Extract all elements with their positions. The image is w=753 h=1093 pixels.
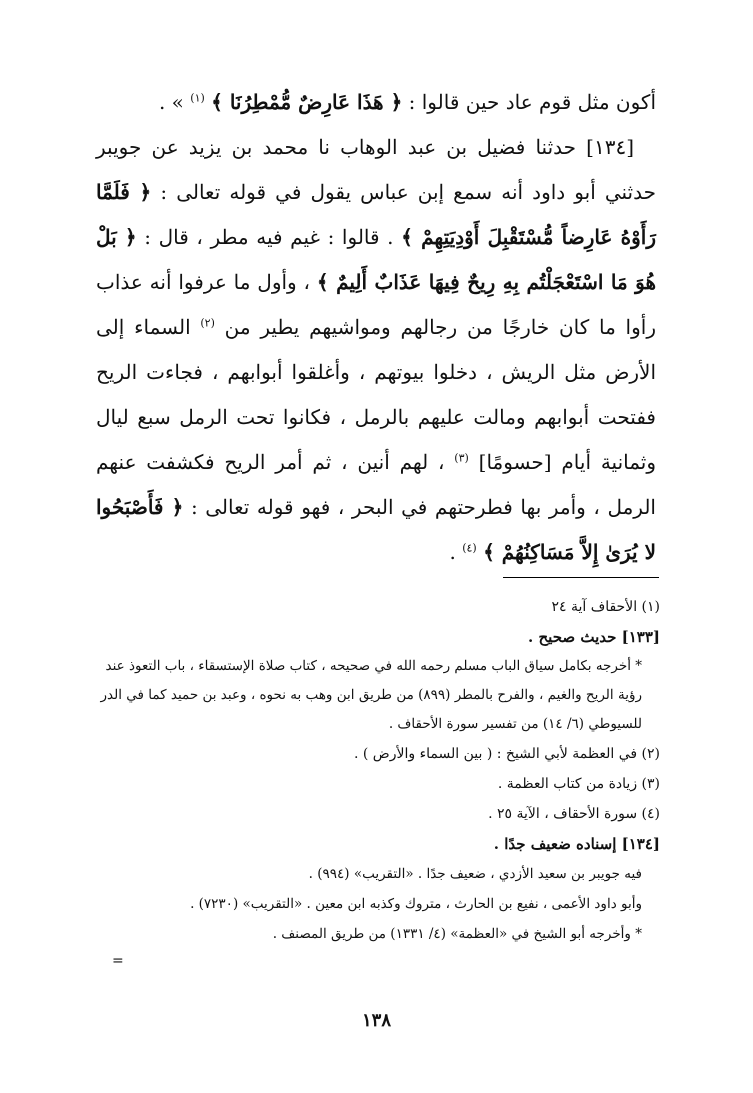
- text-run: السماء إلى الأرض مثل الريش ، دخلوا بيوتهم ، وأغلقوا أبوابهم ، فجاءت الريح ففتحت أبوابهم ومالت عليهم بالرمل ، فكانوا تحت الرمل سبع ليال وثمانية أيام [حسومًا]: [96, 315, 657, 474]
- footnote-1: (١) الأحقاف آية ٢٤: [551, 599, 660, 615]
- text-run: ، لهم أنين ، ثم أمر الريح فكشفت عنهم الرمل ، وأمر بها فطرحتهم في البحر ، فهو قوله تعالى :: [96, 450, 656, 519]
- footnote-marker: (٤): [462, 541, 477, 555]
- footnotes: [80, 592, 660, 949]
- text-run: أكون مثل قوم عاد حين قالوا :: [402, 90, 656, 114]
- quran-quote: ﴿ هَذَا عَارِضٌ مُّمْطِرُنَا ﴾: [211, 90, 403, 114]
- page-number: ١٣٨: [361, 1010, 391, 1031]
- footnote-4: (٤) سورة الأحقاف ، الآية ٢٥ .: [488, 806, 660, 822]
- footnote-divider: [503, 577, 659, 578]
- text-run: .: [449, 540, 456, 564]
- hadith-134-grade: [١٣٤] إسناده ضعيف جدًا .: [493, 835, 660, 853]
- quran-quote: ﴿ بَلْ هُوَ مَا اسْتَعْجَلْتُم بِهِ رِيحٌ فِيهَا عَذَابٌ أَلِيمٌ ﴾: [96, 225, 656, 294]
- footnote-marker: (٢): [200, 316, 215, 330]
- main-text: [96, 80, 656, 575]
- footnote-3: (٣) زيادة من كتاب العظمة .: [497, 776, 660, 792]
- quran-quote: ﴿ فَأَصْبَحُوا لا يُرَىٰ إِلاَّ مَسَاكِنُهُمْ ﴾: [96, 495, 656, 564]
- takhrij-134: * وأخرجه أبو الشيخ في «العظمة» (٤/ ١٣٣١) من طريق المصنف .: [272, 926, 642, 942]
- text-run: ، وأول ما عرفوا أنه عذاب رأوا ما كان خارجًا من رجالهم ومواشيهم يطير من: [96, 270, 656, 339]
- hadith-number: [١٣٤]: [586, 135, 635, 159]
- footnote-marker: (٣): [454, 451, 469, 465]
- narrator-note-1: فيه جويبر بن سعيد الأزدي ، ضعيف جدًا . «التقريب» (٩٩٤) .: [308, 866, 642, 882]
- continuation-mark: =: [112, 953, 124, 969]
- footnote-marker: (١): [190, 91, 205, 105]
- takhrij-133: * أخرجه بكامل سياق الباب مسلم رحمه الله في صحيحه ، كتاب صلاة الإستسقاء ، باب التعوذ عند رؤية الريح والغيم ، والفرح بالمطر (٨٩٩) من طريق ابن وهب به نحوه ، وعبد بن حميد كما في الدر للسيوطي (٦/ ١٤) من تفسير سورة الأحقاف .: [100, 658, 642, 732]
- footnote-2: (٢) في العظمة لأبي الشيخ : ( بين السماء والأرض ) .: [353, 746, 660, 762]
- text-run: . قالوا : غيم فيه مطر ، قال :: [136, 225, 394, 249]
- main-line-1: [96, 80, 656, 125]
- hadith-134-paragraph: [96, 125, 656, 575]
- narrator-note-2: وأبو داود الأعمى ، نفيع بن الحارث ، متروك وكذبه ابن معين . «التقريب» (٧٢٣٠) .: [190, 896, 642, 912]
- text-run: حدثنا فضيل بن عبد الوهاب نا محمد بن يزيد عن جويبر حدثني أبو داود أنه سمع إبن عباس يقول في قوله تعالى :: [96, 135, 656, 204]
- quran-quote: ﴿ فَلَمَّا رَأَوْهُ عَارِضاً مُّسْتَقْبِلَ أَوْدِيَتِهِمْ ﴾: [96, 180, 657, 249]
- hadith-133-grade: [١٣٣] حديث صحيح .: [528, 628, 660, 646]
- text-run: » .: [158, 90, 184, 114]
